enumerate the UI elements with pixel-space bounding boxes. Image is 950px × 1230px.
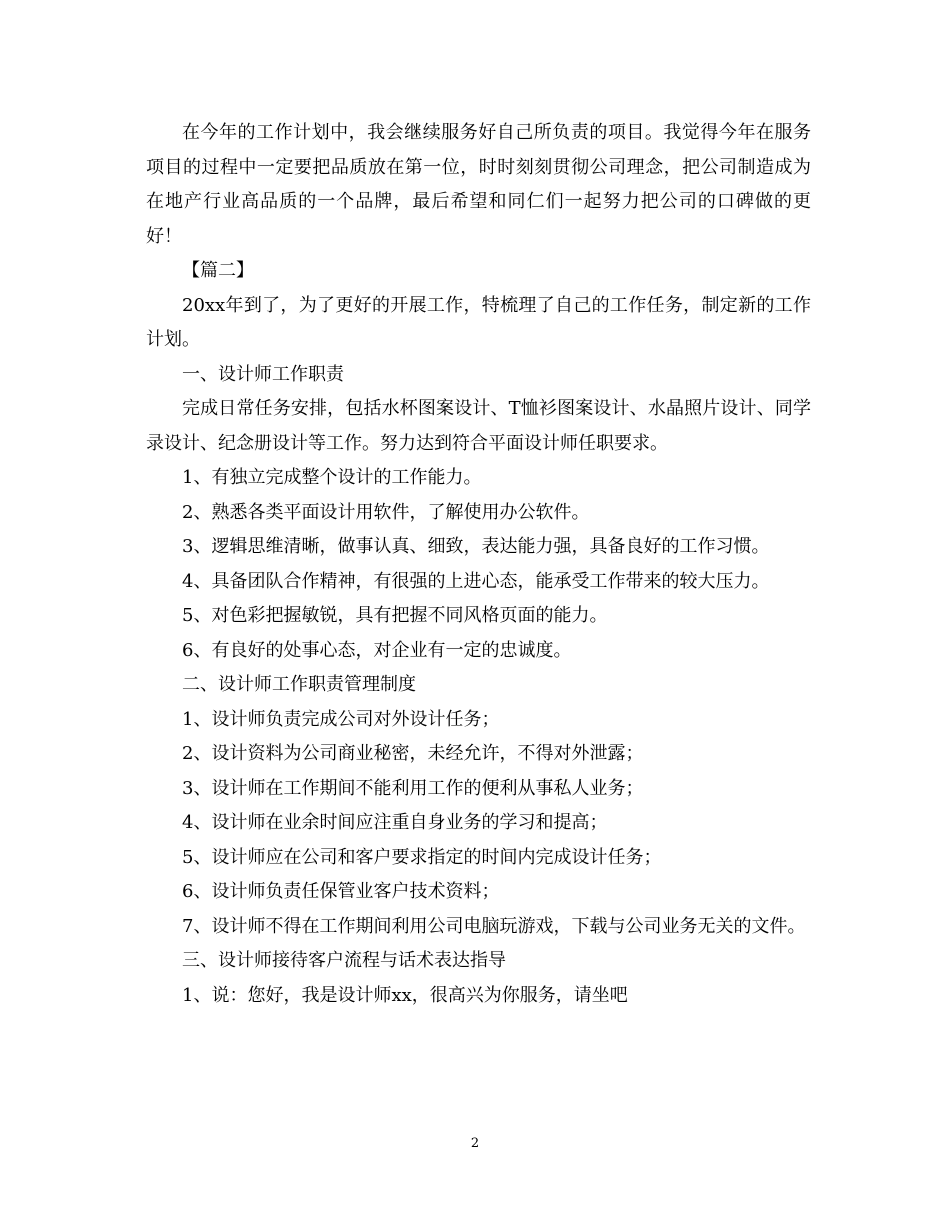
list-item-reception-1: 1、说：您好，我是设计师xx，很高兴为你服务，请坐吧	[182, 984, 628, 1006]
list-item-rule-5: 5、设计师应在公司和客户要求指定的时间内完成设计任务；	[182, 846, 662, 868]
list-item-rule-3: 3、设计师在工作期间不能利用工作的便利从事私人业务；	[182, 777, 644, 799]
list-item-duty-2: 2、熟悉各类平面设计用软件，了解使用办公软件。	[182, 501, 590, 523]
list-item-rule-4: 4、设计师在业余时间应注重自身业务的学习和提高；	[182, 812, 608, 833]
heading-designer-duties: 一、设计师工作职责	[182, 363, 344, 385]
list-item-rule-6: 6、设计师负责任保管业客户技术资料；	[182, 881, 500, 902]
paragraph-intro: 在今年的工作计划中，我会继续服务好自己所负责的项目。我觉得今年在服务项目的过程中一定要把品质放在第一位，时时刻刻贯彻公司理念，把公司制造成为在地产行业高品质的一个品牌，最后希望和同仁们一起努力把公司的口碑做的更好！	[146, 122, 811, 247]
list-item-duty-4: 4、具备团队合作精神，有很强的上进心态，能承受工作带来的较大压力。	[182, 570, 770, 592]
page-number: 2	[470, 1136, 480, 1151]
section-heading-part-two: 【篇二】	[182, 260, 254, 281]
paragraph-new-plan: 20xx年到了，为了更好的开展工作，特梳理了自己的工作任务，制定新的工作计划。	[146, 294, 811, 350]
list-item-rule-7: 7、设计师不得在工作期间利用公司电脑玩游戏，下载与公司业务无关的文件。	[182, 915, 806, 937]
list-item-duty-6: 6、有良好的处事心态，对企业有一定的忠诚度。	[182, 639, 572, 661]
list-item-rule-1: 1、设计师负责完成公司对外设计任务；	[182, 708, 500, 730]
list-item-duty-5: 5、对色彩把握敏锐，具有把握不同风格页面的能力。	[182, 605, 608, 626]
heading-client-reception: 三、设计师接待客户流程与话术表达指导	[182, 950, 506, 971]
document-body	[146, 116, 811, 1013]
list-item-duty-3: 3、逻辑思维清晰，做事认真、细致，表达能力强，具备良好的工作习惯。	[182, 536, 770, 557]
list-item-rule-2: 2、设计资料为公司商业秘密，未经允许，不得对外泄露；	[182, 743, 644, 764]
paragraph-daily-tasks: 完成日常任务安排，包括水杯图案设计、T恤衫图案设计、水晶照片设计、同学录设计、纪念册设计等工作。努力达到符合平面设计师任职要求。	[146, 398, 811, 454]
heading-management-rules: 二、设计师工作职责管理制度	[182, 674, 416, 695]
list-item-duty-1: 1、有独立完成整个设计的工作能力。	[182, 467, 482, 488]
